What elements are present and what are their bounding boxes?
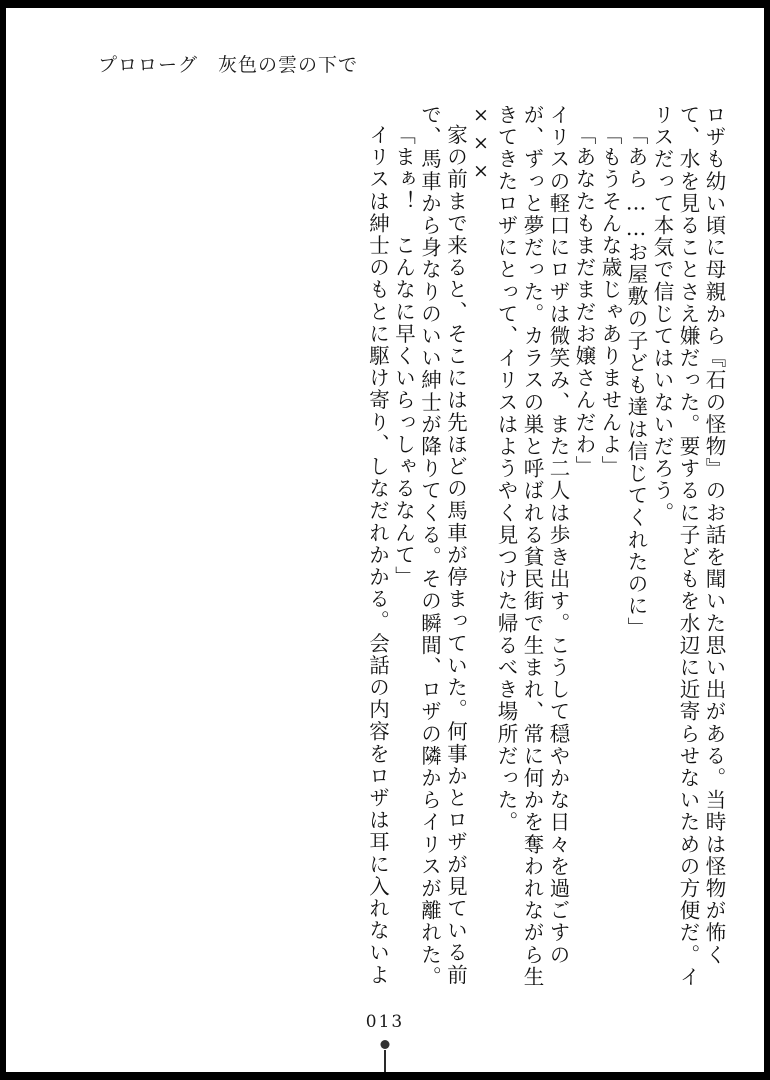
- text-column: 「あら……お屋敷の子ども達は信じてくれたのに」: [624, 124, 648, 640]
- text-column: 家の前まで来ると、そこには先ほどの馬車が停まっていた。何事かとロザが見ている前: [443, 124, 468, 986]
- text-column: イリスの軽口にロザは微笑み、また二人は歩き出す。こうして穏やかな日々を過ごすの: [546, 104, 570, 966]
- text-column: て、水を見ることさえ嫌だった。要するに子どもを水辺に近寄らせないための方便だ。イ: [676, 104, 700, 988]
- text-column: 「あなたもまだまだお嬢さんだわ」: [572, 124, 596, 478]
- text-column: きてきたロザにとって、イリスはようやく見つけた帰るべき場所だった。: [494, 104, 518, 834]
- text-column: 「もうそんな歳じゃありませんよ」: [598, 124, 622, 478]
- page-header: プロローグ 灰色の雲の下で: [98, 54, 359, 76]
- vertical-text-body: [66, 104, 724, 1004]
- text-column: が、ずっと夢だった。カラスの巣と呼ばれる貧民街で生まれ、常に何かを奪われながら生: [520, 104, 544, 988]
- text-column: ロザも幼い頃に母親から『石の怪物』のお話を聞いた思い出がある。当時は怪物が怖く: [702, 104, 726, 966]
- footer-line-ornament: [384, 1050, 386, 1072]
- footer-dot-ornament: [381, 1040, 390, 1049]
- page-number: 013: [365, 1012, 405, 1032]
- text-column: リスだって本気で信じてはいないだろう。: [650, 104, 674, 524]
- text-column: イリスは紳士のもとに駆け寄り、しなだれかかる。会話の内容をロザは耳に入れないよ: [365, 124, 390, 986]
- text-column: 「まぁ！ こんなに早くいらっしゃるなんて」: [391, 124, 416, 589]
- text-column: で、馬車から身なりのいい紳士が降りてくる。その瞬間、ロザの隣からイリスが離れた。: [417, 104, 442, 988]
- scene-break-marker: ×××: [470, 104, 492, 188]
- book-page: [6, 8, 764, 1072]
